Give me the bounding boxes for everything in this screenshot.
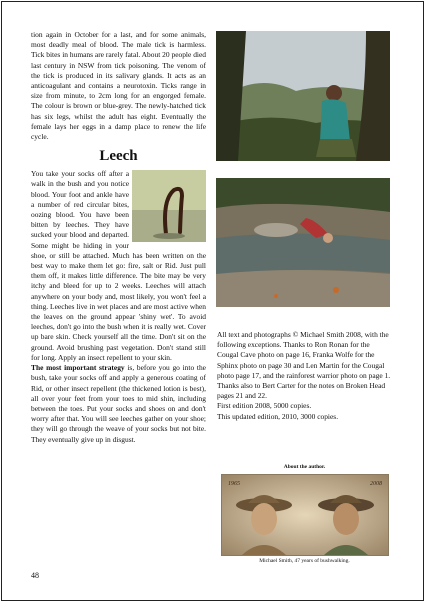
- author-photo-year-right: 2008: [370, 481, 382, 487]
- bushwalker-lookout-photo: [216, 31, 390, 161]
- right-column: [217, 330, 392, 422]
- leech-heading: Leech: [99, 148, 138, 165]
- strategy-label: The most important strategy: [31, 363, 125, 373]
- intro-paragraph: tion again in October for a last, and for some animals, most deadly meal of blood. The male tick is harmless. Tick bites in humans are rarely fatal. About 20 people died last century in NSW from tick poisoning. The venom of the tick is produced in its salivary glands. It acts as an anticoagulant and contains a neurotoxin. Ticks range in size from minute, to 2cm long for an engorged female. The colour is brown or blue-grey. The newly-hatched tick has six legs, whilst the adult has eight. Eventually the female lays her eggs in a damp place to renew the life cycle.: [31, 30, 206, 142]
- leech-photo: [132, 170, 206, 242]
- drinking-from-creek-photo: [216, 178, 390, 307]
- edition-updated: This updated edition, 2010, 3000 copies.: [217, 411, 339, 421]
- credits-paragraph: All text and photographs © Michael Smith 2008, with the following exceptions. Thanks to Ron Ronan for the Cougal Cave photo on page 16, Franka Wolfe for the Sphinx photo on page 30 and Len Martin for the Cougal photo page 17, and the rainforest warrior photo on page 1. Thanks also to Bert Carter for the notes on Broken Head pages 21 and 22.: [217, 330, 391, 401]
- leech-paragraph-text: You take your socks off after a walk in the bush and you notice blood. Your foot and ankle have a number of red circular bites, oozing blood. You have been bitten by leeches. They have sucked your blood and departed. Some might be hiding in your shoe, or still be attached. Much has been written on the best way to make them let go: fire, salt or Rid. Just pull them off, it makes little difference. The bite may be very itchy and bleed for up to 2 weeks. Leeches will attach anywhere on your body and, most likely, you won't feel a thing. Leeches live in wet places and are most active when the leaves on the ground appear 'shiny wet'. To avoid leeches, don't go into the bush when it is really wet. Cover up bare skin. Check yourself all the time. Don't sit on the ground. Avoid brushing past vegetation. Don't stand still for long. Apply an insect repellent to your skin.: [31, 169, 206, 362]
- page-number: 48: [31, 571, 39, 580]
- strategy-paragraph: [31, 363, 206, 445]
- author-photo-year-left: 1965: [228, 481, 240, 487]
- author-caption-bottom: Michael Smith, 47 years of bushwalking.: [259, 558, 350, 564]
- edition-first: First edition 2008, 5000 copies.: [217, 401, 312, 411]
- leech-paragraph: [31, 169, 206, 363]
- author-caption-top: About the author.: [283, 464, 326, 470]
- leech-illustration-icon: [132, 170, 206, 242]
- lookout-scene-icon: [216, 31, 390, 161]
- strategy-text: is, before you go into the bush, take your socks off and apply a generous coating of Rid, or other insect repellent (the thickened lotion is best), all over your feet from your toes to mid shin, including between the toes. Put your socks and shoes on and don't worry after that. You will see leeches gather on your shoe; they will go through the weave of your socks but not bite. They eventually give up in disgust.: [31, 363, 206, 444]
- left-column: [31, 30, 206, 445]
- author-photo: [221, 474, 389, 556]
- creek-scene-icon: [216, 178, 390, 307]
- author-portraits-icon: [222, 475, 388, 555]
